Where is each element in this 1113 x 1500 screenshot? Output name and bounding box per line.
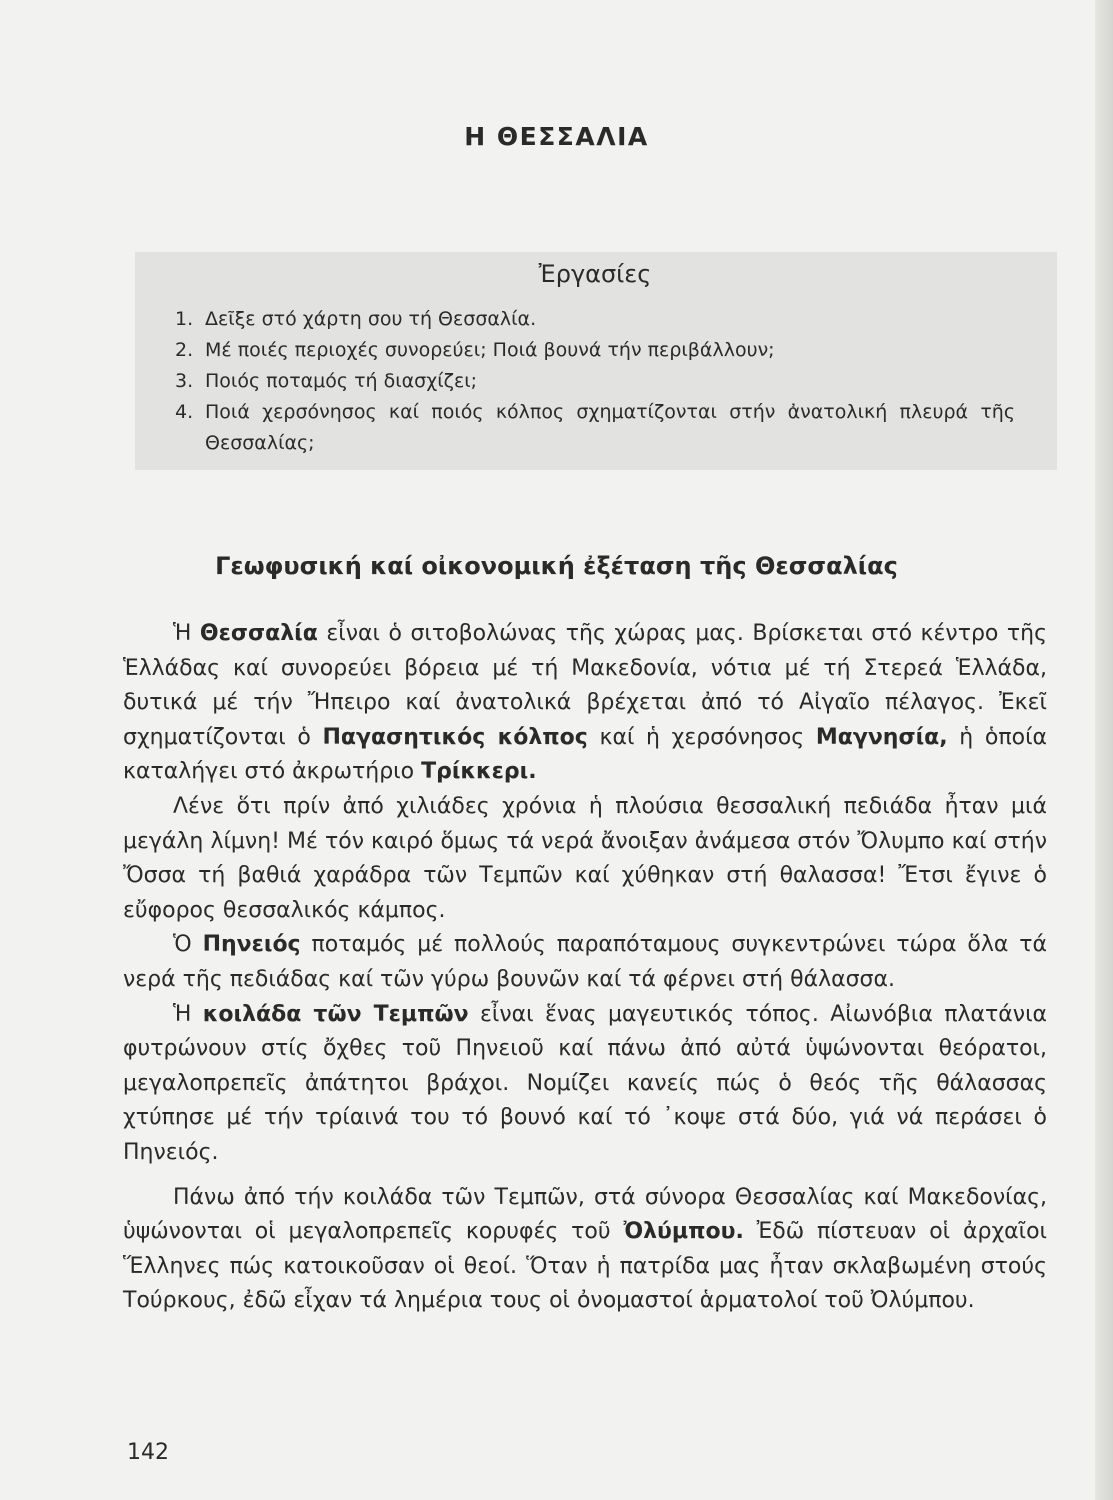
- body-text: [123, 617, 1047, 1319]
- task-text: Δεῖξε στό χάρτη σου τή Θεσσαλία.: [205, 308, 537, 330]
- text-run: Ἡ: [173, 621, 200, 646]
- task-item: [175, 304, 1015, 335]
- bold-term: Θεσσαλία: [199, 621, 318, 646]
- paragraph-tempi: [123, 998, 1047, 1171]
- paragraph-pineios: [123, 928, 1047, 997]
- tasks-list: [175, 304, 1015, 459]
- task-number: 4.: [175, 401, 194, 423]
- task-item: [175, 397, 1015, 459]
- bold-term: Παγασητικός κόλπος: [322, 724, 588, 750]
- text-run: Ἐδῶ πίστευαν οἱ ἀρχαῖοι Ἕλληνες πώς κατοικοῦσαν οἱ θεοί. Ὅταν ἡ πατρίδα μας ἦταν σκλαβωμένη στούς Τούρκους, ἐδῶ εἶχαν τά λημέρια τους οἱ ὀνομαστοί ἁρματολοί τοῦ Ὀλύμπου.: [123, 1219, 1047, 1314]
- bold-term: Μαγνησία,: [815, 724, 948, 750]
- bold-term: Ὀλύμπου.: [623, 1219, 744, 1245]
- text-run: εἶναι ὁ σιτοβολώνας τῆς χώρας μας. Βρίσκεται στό κέντρο τῆς Ἑλλάδας καί συνορεύει βόρεια μέ τή Μακεδονία, νότια μέ τή Στερεά Ἑλλάδα, δυτικά μέ τήν Ἤπειρο καί ἀνατολικά βρέχεται ἀπό τό Αἰγαῖο πέλαγος. Ἐκεῖ σχηματίζονται ὁ: [123, 621, 1048, 750]
- text-run: ἡ ὁποία καταλήγει στό ἀκρωτήριο: [123, 724, 1048, 785]
- text-run: εἶναι ἕνας μαγευτικός τόπος. Αἰωνόβια πλατάνια φυτρώνουν στίς ὄχθες τοῦ Πηνειοῦ καί πάνω ἀπό αὐτά ὑψώνονται θεόρατοι, μεγαλοπρεπεῖς ἀπάτητοι βράχοι. Νομίζει κανείς πώς ὁ θεός τῆς θάλασσας χτύπησε μέ τήν τρίαινά του τό βουνό καί τό ᾿κοψε στά δύο, γιά νά περάσει ὁ Πηνειός.: [123, 1001, 1048, 1165]
- task-number: 3.: [175, 370, 194, 392]
- paragraph-lake: Λένε ὅτι πρίν ἀπό χιλιάδες χρόνια ἡ πλούσια θεσσαλική πεδιάδα ἦταν μιά μεγάλη λίμνη! Μέ τόν καιρό ὅμως τά νερά ἄνοιξαν ἀνάμεσα στόν Ὄλυμπο καί στήν Ὄσσα τή βαθιά χαράδρα τῶν Τεμπῶν καί χύθηκαν στή θαλασσα! Ἔτσι ἔγινε ὁ εὔφορος θεσσαλικός κάμπος.: [123, 793, 1047, 923]
- bold-term: Τρίκκερι.: [421, 759, 537, 785]
- task-text: Ποιά χερσόνησος καί ποιός κόλπος σχηματίζονται στήν ἀνατολική πλευρά τῆς Θεσσαλίας;: [205, 401, 1015, 454]
- page-edge: [1095, 0, 1113, 1500]
- text-run: καί ἡ χερσόνησος: [587, 724, 816, 750]
- text-run: ποταμός μέ πολλούς παραπόταμους συγκεντρώνει τώρα ὅλα τά νερά τῆς πεδιάδας καί τῶν γύρω βουνῶν καί τά φέρνει στή θάλασσα.: [123, 932, 1048, 992]
- task-number: 2.: [175, 339, 194, 361]
- page-title: Η ΘΕΣΣΑΛΙΑ: [464, 122, 649, 151]
- text-run: Ὁ: [173, 932, 203, 958]
- bold-term: κοιλάδα τῶν Τεμπῶν: [202, 1001, 469, 1027]
- task-text: Ποιός ποταμός τή διασχίζει;: [205, 370, 478, 392]
- tasks-box: [135, 252, 1057, 470]
- task-number: 1.: [175, 308, 194, 330]
- task-item: [175, 335, 1015, 366]
- page-number: 142: [127, 1440, 169, 1465]
- section-title: Γεωφυσική καί οἰκονομική ἐξέταση τῆς Θεσσαλίας: [215, 552, 898, 580]
- paragraph-thessaly: [123, 617, 1047, 790]
- bold-term: Πηνειός: [202, 932, 301, 958]
- task-item: [175, 366, 1015, 397]
- paragraph-olympus: [123, 1181, 1047, 1319]
- tasks-heading: Ἐργασίες: [538, 260, 652, 288]
- task-text: Μέ ποιές περιοχές συνορεύει; Ποιά βουνά τήν περιβάλλουν;: [205, 339, 775, 361]
- text-run: Πάνω ἀπό τήν κοιλάδα τῶν Τεμπῶν, στά σύνορα Θεσσαλίας καί Μακεδονίας, ὑψώνονται οἱ μεγαλοπρεπεῖς κορυφές τοῦ: [123, 1184, 1047, 1245]
- text-run: Ἡ: [173, 1001, 203, 1027]
